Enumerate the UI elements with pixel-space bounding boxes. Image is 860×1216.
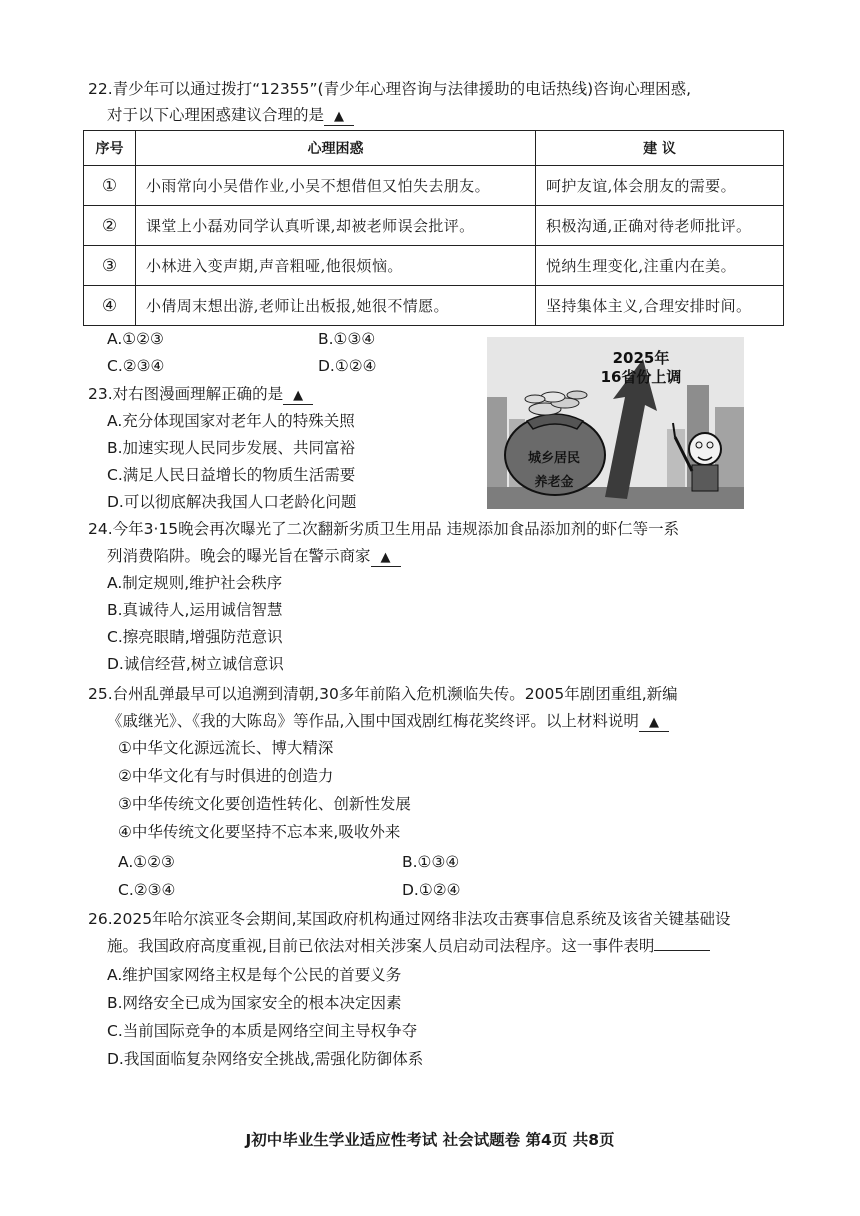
q26-stem-line1: 26.2025年哈尔滨亚冬会期间,某国政府机构通过网络非法攻击赛事信息系统及该省关键基础设 (88, 910, 731, 928)
q22-stem-line2 (107, 104, 354, 126)
q22-stem-line1: 22.青少年可以通过拨打“12355”(青少年心理咨询与法律援助的电话热线)咨询心理困惑, (88, 80, 692, 98)
table-header-cell: 建 议 (536, 131, 784, 166)
table-row (84, 246, 784, 286)
q24-stem-text: 列消费陷阱。晚会的曝光旨在警示商家 (107, 547, 371, 565)
q24-option-d: D.诚信经营,树立诚信意识 (107, 655, 284, 673)
q23-option-b: B.加速实现人民同步发展、共同富裕 (107, 439, 356, 457)
table-row (84, 166, 784, 206)
row-number: ③ (84, 246, 136, 286)
row-advice: 积极沟通,正确对待老师批评。 (536, 206, 784, 246)
cartoon-badge-text: 16省份上调 (600, 368, 682, 386)
q23-answer-blank: ▲ (283, 388, 313, 405)
cartoon-bag-label (509, 447, 599, 495)
table-header-cell: 心理困惑 (136, 131, 536, 166)
q25-stem-line2 (107, 710, 669, 732)
q25-stem-text: 《戚继光》、《我的大陈岛》等作品,入围中国戏剧红梅花奖终评。以上材料说明 (107, 712, 639, 730)
q26-option-c: C.当前国际竞争的本质是网络空间主导权争夺 (107, 1022, 418, 1040)
q22-option-d: D.①②④ (318, 357, 377, 375)
pension-cartoon-image (487, 337, 744, 509)
table-row (84, 286, 784, 326)
q23-option-d: D.可以彻底解决我国人口老龄化问题 (107, 493, 357, 511)
q25-statement: ④中华传统文化要坚持不忘本来,吸收外来 (118, 823, 401, 841)
q22-option-a: A.①②③ (107, 330, 164, 348)
q25-option-a: A.①②③ (118, 853, 175, 871)
q25-statement: ①中华文化源远流长、博大精深 (118, 739, 334, 757)
q22-stem-text: 对于以下心理困惑建议合理的是 (107, 106, 325, 124)
page-footer: J初中毕业生学业适应性考试 社会试题卷 第4页 共8页 (245, 1131, 615, 1149)
row-advice: 悦纳生理变化,注重内在美。 (536, 246, 784, 286)
q26-option-b: B.网络安全已成为国家安全的根本决定因素 (107, 994, 402, 1012)
q26-stem-line2 (107, 935, 710, 957)
cartoon-badge-year: 2025年 (612, 349, 670, 367)
q22-answer-blank: ▲ (324, 109, 354, 126)
q24-option-b: B.真诚待人,运用诚信智慧 (107, 601, 283, 619)
row-issue: 小雨常向小吴借作业,小吴不想借但又怕失去朋友。 (136, 166, 536, 206)
q24-option-c: C.擦亮眼睛,增强防范意识 (107, 628, 283, 646)
q23-stem (88, 383, 313, 405)
row-number: ④ (84, 286, 136, 326)
cartoon-badge (582, 349, 700, 393)
q24-option-a: A.制定规则,维护社会秩序 (107, 574, 283, 592)
q22-option-c: C.②③④ (107, 357, 165, 375)
q24-answer-blank: ▲ (371, 550, 401, 567)
q26-option-d: D.我国面临复杂网络安全挑战,需强化防御体系 (107, 1050, 424, 1068)
q26-stem-text: 施。我国政府高度重视,目前已依法对相关涉案人员启动司法程序。这一事件表明 (107, 937, 655, 955)
q22-table (83, 130, 784, 326)
row-advice: 坚持集体主义,合理安排时间。 (536, 286, 784, 326)
row-number: ① (84, 166, 136, 206)
table-header-row (84, 131, 784, 166)
row-advice: 呵护友谊,体会朋友的需要。 (536, 166, 784, 206)
q23-stem-text: 23.对右图漫画理解正确的是 (88, 385, 284, 403)
bag-label-line2: 养老金 (534, 475, 574, 490)
q25-option-d: D.①②④ (402, 881, 461, 899)
q23-option-c: C.满足人民日益增长的物质生活需要 (107, 466, 356, 484)
bag-label-line1: 城乡居民 (527, 451, 580, 466)
q25-statement: ③中华传统文化要创造性转化、创新性发展 (118, 795, 411, 813)
q26-option-a: A.维护国家网络主权是每个公民的首要义务 (107, 966, 402, 984)
q25-option-b: B.①③④ (402, 853, 460, 871)
row-issue: 课堂上小磊劝同学认真听课,却被老师误会批评。 (136, 206, 536, 246)
q24-stem-line1: 24.今年3·15晚会再次曝光了二次翻新劣质卫生用品 违规添加食品添加剂的虾仁等一系 (88, 520, 680, 538)
row-number: ② (84, 206, 136, 246)
q25-statement: ②中华文化有与时俱进的创造力 (118, 767, 334, 785)
q22-option-b: B.①③④ (318, 330, 376, 348)
q23-option-a: A.充分体现国家对老年人的特殊关照 (107, 412, 355, 430)
table-header-cell: 序号 (84, 131, 136, 166)
row-issue: 小倩周末想出游,老师让出板报,她很不情愿。 (136, 286, 536, 326)
q25-option-c: C.②③④ (118, 881, 176, 899)
q26-answer-blank (654, 936, 710, 951)
row-issue: 小林进入变声期,声音粗哑,他很烦恼。 (136, 246, 536, 286)
table-row (84, 206, 784, 246)
q25-stem-line1: 25.台州乱弹最早可以追溯到清朝,30多年前陷入危机濒临失传。2005年剧团重组,新编 (88, 685, 678, 703)
q25-answer-blank: ▲ (639, 715, 669, 732)
q24-stem-line2 (107, 545, 401, 567)
